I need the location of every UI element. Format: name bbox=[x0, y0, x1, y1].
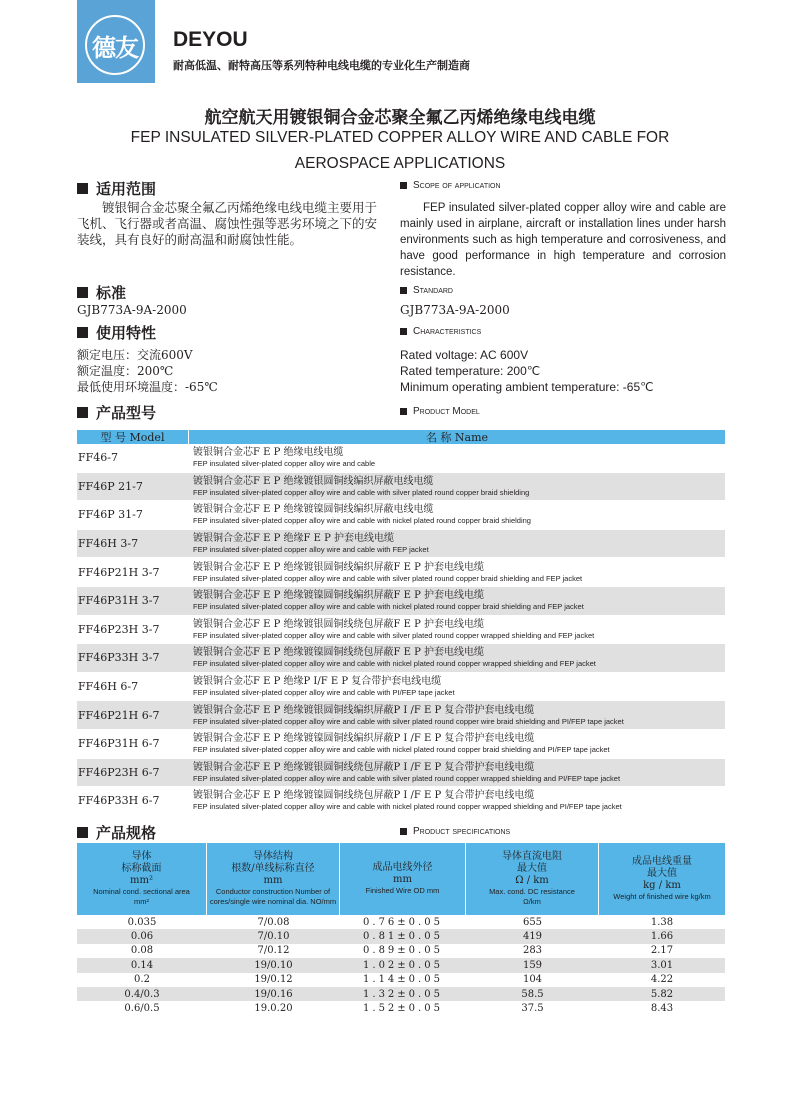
model-cell: FF46H 3-7 bbox=[78, 537, 139, 551]
name-en: FEP insulated silver-plated copper alloy wire and cable with nickel plated round copper braid shielding and FEP jacket bbox=[193, 602, 584, 612]
name-cell bbox=[188, 730, 725, 758]
model-cell: FF46P23H 6-7 bbox=[78, 765, 160, 779]
name-en: FEP insulated silver-plated copper alloy wire and cable with nickel plated round copper braid shielding bbox=[193, 516, 531, 526]
name-cell bbox=[188, 759, 725, 787]
spec-cell-weight: 1.66 bbox=[650, 931, 674, 943]
spec-cell-od: 0.76±0.05 bbox=[363, 916, 443, 928]
name-cell bbox=[188, 530, 725, 558]
logo bbox=[77, 0, 155, 83]
square-bullet-icon bbox=[77, 183, 88, 194]
square-bullet-icon bbox=[400, 328, 407, 335]
table-row bbox=[77, 644, 725, 673]
spec-cell-construction: 19/0.12 bbox=[254, 974, 293, 986]
table-row bbox=[77, 444, 725, 473]
name-cell bbox=[188, 558, 725, 586]
name-en: FEP insulated silver-plated copper alloy wire and cable with nickel plated round copper braid shielding and PI/FEP tape jacket bbox=[193, 745, 610, 755]
spec-cell-resistance: 655 bbox=[522, 916, 543, 928]
spec-cell-construction: 19/0.10 bbox=[254, 959, 293, 971]
name-cell bbox=[188, 501, 725, 529]
name-cell bbox=[188, 473, 725, 501]
square-bullet-icon bbox=[77, 287, 88, 298]
spec-cell-weight: 4.22 bbox=[650, 974, 674, 986]
model-cell: FF46H 6-7 bbox=[78, 680, 139, 694]
name-en: FEP insulated silver-plated copper alloy wire and cable with silver plated round copper wrapped shielding and PI/FEP tape jacket bbox=[193, 773, 621, 783]
spec-cell-od: 0.81±0.05 bbox=[363, 931, 443, 943]
table-row bbox=[77, 673, 725, 702]
table-row bbox=[77, 616, 725, 645]
spec-heading-cn: 产品规格 bbox=[77, 822, 156, 843]
model-cell: FF46P21H 3-7 bbox=[78, 565, 160, 579]
table-row bbox=[77, 473, 725, 502]
model-cell: FF46P 21-7 bbox=[78, 479, 143, 493]
spec-cell-od: 0.89±0.05 bbox=[363, 945, 443, 957]
name-cn: 镀银铜合金芯F E P 绝缘F E P 护套电线电缆 bbox=[193, 533, 395, 545]
model-cell: FF46P23H 3-7 bbox=[78, 622, 160, 636]
characteristic-line-cn: 额定电压：交流600V bbox=[77, 348, 193, 362]
spec-cell-resistance: 58.5 bbox=[521, 988, 544, 1000]
spec-cell-resistance: 37.5 bbox=[521, 1003, 544, 1015]
brand-name: DEYOU bbox=[173, 28, 248, 51]
spec-table bbox=[77, 843, 725, 1016]
characteristics-heading-cn: 使用特性 bbox=[77, 322, 156, 343]
scope-text-cn: 镀银铜合金芯聚全氟乙丙烯绝缘电线电缆主要用于飞机、飞行器或者高温、腐蚀性强等恶劣环境之下的安装线，具有良好的耐高温和耐腐蚀性能。 bbox=[77, 200, 378, 247]
model-cell: FF46-7 bbox=[78, 451, 118, 465]
spec-cell-area: 0.08 bbox=[130, 945, 154, 957]
table-row bbox=[77, 587, 725, 616]
table-row bbox=[77, 701, 725, 730]
spec-header-construction: 导体结构 根数/单线标称直径 mm Conductor construction Number of cores/single wire nominal dia. NO/mm bbox=[207, 843, 340, 915]
square-bullet-icon bbox=[400, 182, 407, 189]
table-row bbox=[77, 915, 725, 929]
spec-cell-resistance: 159 bbox=[522, 959, 543, 971]
spec-cell-area: 0.6/0.5 bbox=[124, 1003, 160, 1015]
model-table bbox=[77, 430, 725, 816]
square-bullet-icon bbox=[400, 828, 407, 835]
spec-header-resistance: 导体直流电阻 最大值 Ω / km Max. cond. DC resistance Ω/km bbox=[466, 843, 599, 915]
spec-cell-resistance: 419 bbox=[522, 931, 543, 943]
spec-cell-area: 0.4/0.3 bbox=[124, 988, 160, 1000]
spec-cell-area: 0.06 bbox=[130, 931, 154, 943]
name-cn: 镀银铜合金芯F E P 绝缘镀镍圆铜线编织屏蔽P I /F E P 复合带护套电线电缆 bbox=[193, 733, 535, 745]
spec-cell-area: 0.035 bbox=[127, 916, 157, 928]
name-en: FEP insulated silver-plated copper alloy wire and cable with PI/FEP tape jacket bbox=[193, 688, 455, 698]
spec-cell-area: 0.14 bbox=[130, 959, 154, 971]
spec-header-area: 导体 标称截面 mm² Nominal cond. sectional area mm² bbox=[77, 843, 207, 915]
spec-cell-weight: 5.82 bbox=[650, 988, 674, 1000]
spec-cell-od: 1.02±0.05 bbox=[363, 959, 443, 971]
table-row bbox=[77, 944, 725, 958]
name-cell bbox=[188, 616, 725, 644]
model-cell: FF46P31H 3-7 bbox=[78, 594, 160, 608]
table-row bbox=[77, 987, 725, 1001]
name-cell bbox=[188, 444, 725, 472]
name-en: FEP insulated silver-plated copper alloy wire and cable with silver plated round copper braid shielding bbox=[193, 487, 530, 497]
table-row bbox=[77, 787, 725, 816]
characteristic-line-en: Minimum operating ambient temperature: -65℃ bbox=[400, 380, 654, 394]
standard-heading-cn: 标准 bbox=[77, 282, 126, 303]
name-cell bbox=[188, 787, 725, 815]
square-bullet-icon bbox=[77, 827, 88, 838]
table-row bbox=[77, 759, 725, 788]
standard-value-cn: GJB773A-9A-2000 bbox=[77, 303, 187, 317]
name-cn: 镀银铜合金芯F E P 绝缘镀银圆铜线编织屏蔽电线电缆 bbox=[193, 475, 434, 487]
spec-cell-construction: 7/0.10 bbox=[257, 931, 290, 943]
table-row bbox=[77, 973, 725, 987]
name-cn: 镀银铜合金芯F E P 绝缘镀银圆铜线编织屏蔽F E P 护套电线电缆 bbox=[193, 561, 485, 573]
square-bullet-icon bbox=[400, 287, 407, 294]
table-row bbox=[77, 530, 725, 559]
spec-cell-weight: 8.43 bbox=[650, 1003, 674, 1015]
model-cell: FF46P33H 6-7 bbox=[78, 794, 160, 808]
page-title-cn: 航空航天用镀银铜合金芯聚全氟乙丙烯绝缘电线电缆 bbox=[204, 108, 596, 128]
spec-cell-weight: 2.17 bbox=[650, 945, 674, 957]
spec-cell-construction: 19/0.16 bbox=[254, 988, 293, 1000]
spec-header-weight: 成品电线重量 最大值 kg / km Weight of finished wire kg/km bbox=[613, 856, 711, 901]
spec-cell-od: 1.14±0.05 bbox=[363, 974, 443, 986]
model-cell: FF46P21H 6-7 bbox=[78, 708, 160, 722]
model-cell: FF46P31H 6-7 bbox=[78, 737, 160, 751]
scope-heading-cn: 适用范围 bbox=[77, 178, 156, 199]
name-cn: 镀银铜合金芯F E P 绝缘电线电缆 bbox=[193, 447, 344, 459]
name-cn: 镀银铜合金芯F E P 绝缘镀银圆铜线绕包屏蔽F E P 护套电线电缆 bbox=[193, 618, 485, 630]
name-cell bbox=[188, 673, 725, 701]
model-heading-en: Product Model bbox=[400, 406, 480, 417]
table-row bbox=[77, 929, 725, 943]
spec-cell-od: 1.32±0.05 bbox=[363, 988, 443, 1000]
page-title-en: FEP INSULATED SILVER-PLATED COPPER ALLOY WIRE AND CABLE FOR AEROSPACE APPLICATIONS bbox=[130, 129, 670, 172]
name-column-header: 名 称 Name bbox=[425, 431, 489, 444]
logo-text: 德友 bbox=[92, 33, 138, 62]
model-cell: FF46P 31-7 bbox=[78, 508, 143, 522]
table-row bbox=[77, 558, 725, 587]
name-cell bbox=[188, 587, 725, 615]
square-bullet-icon bbox=[77, 327, 88, 338]
name-en: FEP insulated silver-plated copper alloy wire and cable with silver plated round copper braid shielding and FEP jacket bbox=[193, 573, 583, 583]
table-row bbox=[77, 730, 725, 759]
name-cn: 镀银铜合金芯F E P 绝缘镀镍圆铜线绕包屏蔽P I /F E P 复合带护套电线电缆 bbox=[193, 790, 535, 802]
spec-table-header bbox=[77, 843, 725, 915]
model-heading-cn: 产品型号 bbox=[77, 402, 156, 423]
name-en: FEP insulated silver-plated copper alloy wire and cable with nickel plated round copper wrapped shielding and PI/FEP tape jacket bbox=[193, 802, 622, 812]
name-cn: 镀银铜合金芯F E P 绝缘镀银圆铜线编织屏蔽P I /F E P 复合带护套电线电缆 bbox=[193, 704, 535, 716]
spec-cell-area: 0.2 bbox=[134, 974, 150, 986]
name-en: FEP insulated silver-plated copper alloy wire and cable with FEP jacket bbox=[193, 545, 429, 555]
table-row bbox=[77, 958, 725, 972]
spec-cell-resistance: 104 bbox=[522, 974, 543, 986]
logo-mark bbox=[85, 15, 145, 75]
spec-cell-construction: 7/0.12 bbox=[257, 945, 290, 957]
spec-header-od: 成品电线外径 mm Finished Wire OD mm bbox=[340, 843, 466, 915]
characteristic-line-en: Rated temperature: 200℃ bbox=[400, 364, 541, 378]
square-bullet-icon bbox=[400, 408, 407, 415]
brand-tagline: 耐高低温、耐特高压等系列特种电线电缆的专业化生产制造商 bbox=[173, 59, 470, 72]
characteristic-line-cn: 额定温度：200℃ bbox=[77, 364, 174, 378]
name-cell bbox=[188, 701, 725, 729]
table-row bbox=[77, 1001, 725, 1015]
table-row bbox=[77, 501, 725, 530]
standard-value-en: GJB773A-9A-2000 bbox=[400, 303, 510, 317]
name-cn: 镀银铜合金芯F E P 绝缘镀镍圆铜线编织屏蔽F E P 护套电线电缆 bbox=[193, 590, 485, 602]
name-cn: 镀银铜合金芯F E P 绝缘镀银圆铜线绕包屏蔽P I /F E P 复合带护套电线电缆 bbox=[193, 761, 535, 773]
spec-cell-resistance: 283 bbox=[522, 945, 543, 957]
characteristics-heading-en: Characteristics bbox=[400, 326, 481, 337]
name-en: FEP insulated silver-plated copper alloy wire and cable with silver plated round copper wrapped shielding and FEP jacket bbox=[193, 630, 595, 640]
name-cn: 镀银铜合金芯F E P 绝缘镀镍圆铜线编织屏蔽电线电缆 bbox=[193, 504, 434, 516]
spec-cell-od: 1.52±0.05 bbox=[363, 1003, 443, 1015]
name-cell bbox=[188, 644, 725, 672]
name-en: FEP insulated silver-plated copper alloy wire and cable with silver plated round copper wire braid shielding and PI/FEP tape jacket bbox=[193, 716, 624, 726]
scope-text-en: FEP insulated silver-plated copper alloy wire and cable are mainly used in airplane, aircraft or installation lines under harsh environments such as high temperature and corrosiveness, and have good performance in high temperature and corrosion resistance. bbox=[400, 202, 726, 278]
model-column-header: 型 号 Model bbox=[77, 430, 189, 444]
spec-cell-weight: 3.01 bbox=[650, 959, 674, 971]
spec-heading-en: Product specifications bbox=[400, 826, 510, 837]
spec-cell-weight: 1.38 bbox=[650, 916, 674, 928]
name-en: FEP insulated silver-plated copper alloy wire and cable with nickel plated round copper wrapped shielding and FEP jacket bbox=[193, 659, 596, 669]
characteristic-line-cn: 最低使用环境温度：-65℃ bbox=[77, 380, 218, 394]
spec-cell-construction: 7/0.08 bbox=[257, 916, 290, 928]
square-bullet-icon bbox=[77, 407, 88, 418]
name-cn: 镀银铜合金芯F E P 绝缘P I/F E P 复合带护套电线电缆 bbox=[193, 676, 442, 688]
name-cn: 镀银铜合金芯F E P 绝缘镀镍圆铜线绕包屏蔽F E P 护套电线电缆 bbox=[193, 647, 485, 659]
spec-cell-construction: 19.0.20 bbox=[254, 1003, 293, 1015]
characteristic-line-en: Rated voltage: AC 600V bbox=[400, 348, 529, 362]
model-table-header bbox=[77, 430, 725, 444]
model-cell: FF46P33H 3-7 bbox=[78, 651, 160, 665]
name-en: FEP insulated silver-plated copper alloy wire and cable bbox=[193, 459, 376, 469]
scope-heading-en: Scope of application bbox=[400, 180, 501, 191]
standard-heading-en: Standard bbox=[400, 285, 453, 296]
